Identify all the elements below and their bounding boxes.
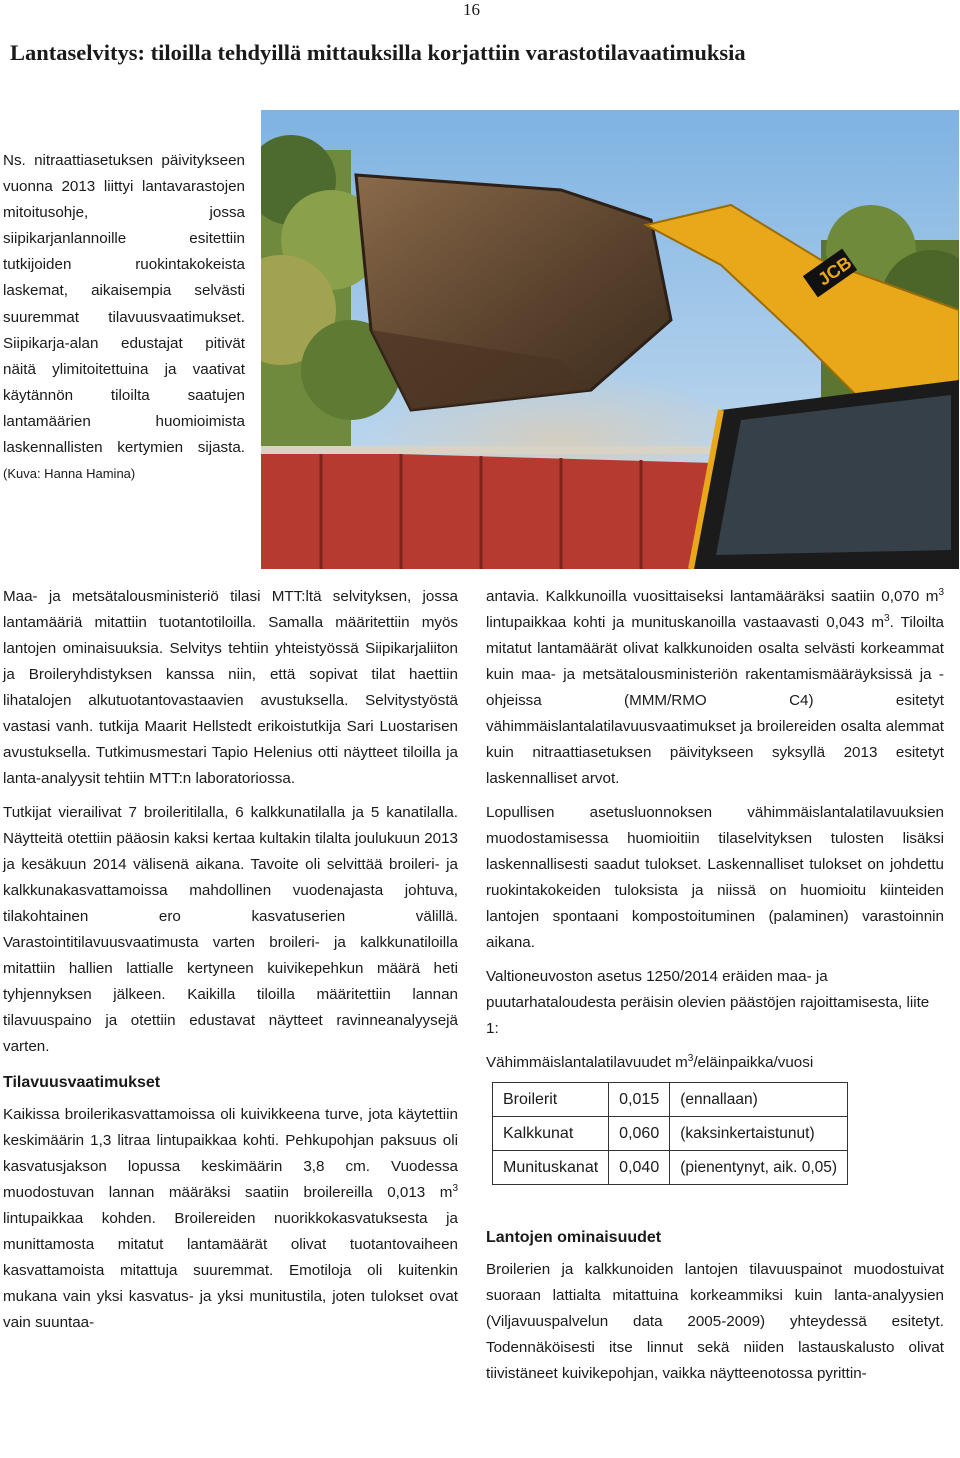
value-cell: 0,015 xyxy=(609,1083,670,1117)
paragraph: Broilerien ja kalkkunoiden lantojen tilavuuspainot muodostuivat suoraan lattialta mitattuina korkeammiksi kuin lanta-analyysien (Viljavuuspalvelun data 2005-2009) yhteydessä esitetyt. Todennäköisesti itse linnut sekä niiden lastauskalusto olivat tiivistäneet kuivikepohjan, vaikka näytteenotossa pyrittin- xyxy=(486,1261,944,1382)
paragraph: Lopullisen asetusluonnoksen vähimmäislantalatilavuuksien muodostamisessa huomioitiin tilaselvityksen tulosten lisäksi laskennallisesti saadut tulokset. Laskennalliset tulokset on johdettu ruokintakokeiden tuloksista ja niissä on huomioitu kiinteiden lantojen spontaani kompostoituminen (palaminen) varastoinnin aikana. xyxy=(486,804,944,951)
animal-cell: Kalkkunat xyxy=(493,1117,609,1151)
section-heading: Tilavuusvaatimukset xyxy=(3,1074,161,1091)
text-run: lintupaikkaa kohden. Broilereiden nuorikkokasvatuksesta ja munittamosta mitatut lantamäärät olivat tuotantovaiheen kasvattamoista mitattuja suuremmat. Emotiloja oli kuitenkin mukana vain yksi kasvatus- ja yksi munitustila, joten tulokset ovat vain suuntaa- xyxy=(3,1210,458,1331)
section-heading: Lantojen ominaisuudet xyxy=(486,1229,662,1246)
text-run: . Tiloilta mitatut lantamäärät olivat kalkkunoiden osalta selvästi korkeammat kuin maa- ja metsätalousministeriön rakentamismääräyksissä ja -ohjeissa (MMM/RMO C4) esitetyt vähimmäislantalatilavuusvaatimukset ja broilereiden osalta alemmat kuin nitraattiasetuksen päivitykseen syksyllä 2013 esitetyt laskennalliset arvot. xyxy=(486,614,944,787)
superscript: 3 xyxy=(452,1182,458,1194)
note-cell: (kaksinkertaistunut) xyxy=(670,1117,848,1151)
note-cell: (pienentynyt, aik. 0,05) xyxy=(670,1151,848,1185)
right-column xyxy=(486,584,944,1395)
photo-credit: (Kuva: Hanna Hamina) xyxy=(3,466,136,482)
table-row xyxy=(493,1083,848,1117)
paragraph xyxy=(3,1102,458,1336)
animal-cell: Munituskanat xyxy=(493,1151,609,1185)
note-cell: (ennallaan) xyxy=(670,1083,848,1117)
text-run: Kaikissa broilerikasvattamoissa oli kuivikkeena turve, jota käytettiin keskimäärin 1,3 litraa lintupaikkaa kohti. Pehkupohjan paksuus oli kasvatusjakson lopussa keskimäärin 3,8 cm. Vuodessa muodostuvan lannan määräksi saatiin broilereilla 0,013 m xyxy=(3,1106,458,1201)
text-run: /eläinpaikka/vuosi xyxy=(693,1054,814,1071)
paragraph xyxy=(486,584,944,792)
table-row xyxy=(493,1117,848,1151)
value-cell: 0,040 xyxy=(609,1151,670,1185)
photo-caption xyxy=(3,148,245,487)
page-title: Lantaselvitys: tiloilla tehdyillä mittauksilla korjattiin varastotilavaatimuksia xyxy=(10,40,746,65)
volume-table xyxy=(492,1082,848,1185)
table-caption xyxy=(486,1050,944,1076)
superscript: 3 xyxy=(938,586,944,598)
caption-text: Ns. nitraattiasetuksen päivitykseen vuonna 2013 liittyi lantavarastojen mitoitusohje, jossa siipikarjanlannoille esitettiin tutkijoiden ruokintakokeista laskemat, aikaisempia selvästi suuremmat tilavuusvaatimukset. Siipikarja-alan edustajat pitivät näitä ylimitoitettuina ja vaativat käytännön tiloilta saatujen lantamäärien huomioimista laskennallisten kertymien sijasta. xyxy=(3,152,245,457)
text-run: antavia. Kalkkunoilla vuosittaiseksi lantamääräksi saatiin 0,070 m xyxy=(486,588,939,605)
text-run: lintupaikkaa kohti ja munituskanoilla vastaavasti 0,043 m xyxy=(486,614,885,631)
animal-cell: Broilerit xyxy=(493,1083,609,1117)
paragraph: Valtioneuvoston asetus 1250/2014 eräiden maa- ja puutarhataloudesta peräisin olevien päästöjen rajoittamisesta, liite 1: xyxy=(486,968,930,1037)
value-cell: 0,060 xyxy=(609,1117,670,1151)
loader-bucket-photo xyxy=(261,110,959,569)
superscript: 3 xyxy=(884,612,890,624)
paragraph: Maa- ja metsätalousministeriö tilasi MTT:ltä selvityksen, jossa lantamääriä mitattiin tuotantotiloilla. Samalla määritettiin myös lantojen ominaisuuksia. Selvitys tehtiin yhteistyössä Siipikarjaliiton ja Broileryhdistyksen kanssa niin, että sopivat tilat haettiin lihatalojen alkutuotantovastaavien avustuksella. Selvitystyöstä vastasi vanh. tutkija Maarit Hellstedt erikoistutkija Sari Luostarisen avustuksella. Tutkimusmestari Tapio Helenius otti näytteet tiloilla ja lanta-analyysit tehtiin MTT:n laboratoriossa. xyxy=(3,588,458,787)
page-number: 16 xyxy=(463,0,480,19)
paragraph: Tutkijat vierailivat 7 broileritilalla, 6 kalkkunatilalla ja 5 kanatilalla. Näytteitä otettiin pääosin kaksi kertaa kultakin tilalta joulukuun 2013 ja kesäkuun 2014 välisenä aikana. Tavoite oli selvittää broileri- ja kalkkunakasvattamoissa mahdollinen vuodenajasta johtuva, tilakohtainen ero kasvatuserien välillä. Varastointitilavuusvaatimusta varten broileri- ja kalkkunatiloilla mitattiin hallien lattialle kertyneen kuivikepehkun määrä heti tyhjennyksen jälkeen. Kaikilla tiloilla määritettiin lannan tilavuuspaino ja otettiin edustavat näytteet ravinneanalyysejä varten. xyxy=(3,804,458,1055)
superscript: 3 xyxy=(687,1052,694,1064)
table-row xyxy=(493,1151,848,1185)
left-column xyxy=(3,584,458,1344)
brand-label: JCB xyxy=(814,252,856,290)
text-run: Vähimmäislantalatilavuudet m xyxy=(486,1054,688,1071)
